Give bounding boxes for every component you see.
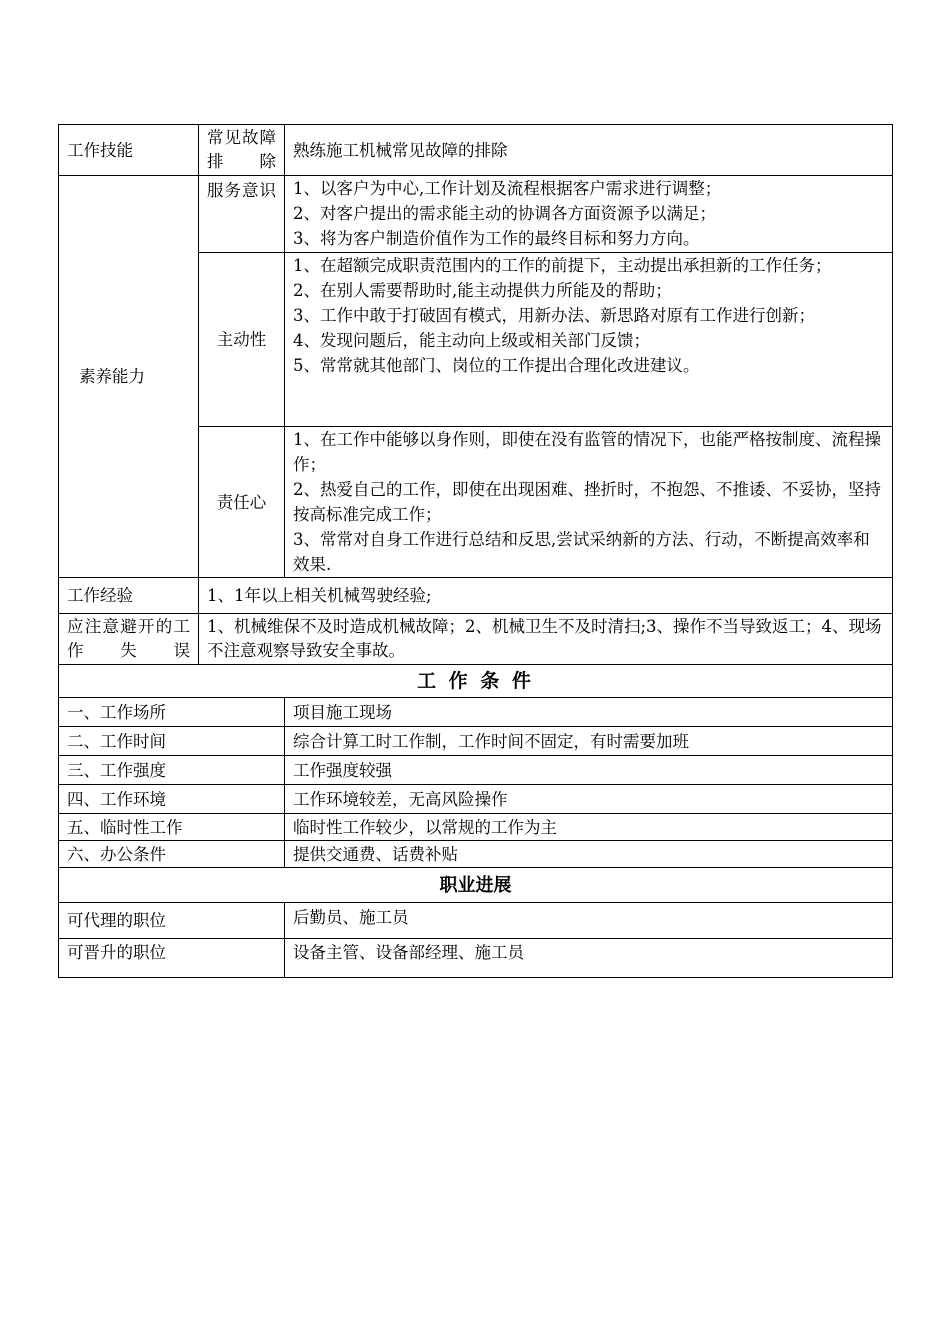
experience-content: 1、1年以上相关机械驾驶经验; [199, 578, 893, 614]
table-row [59, 756, 893, 785]
condition-value: 临时性工作较少，以常规的工作为主 [285, 814, 893, 841]
table-row [59, 727, 893, 756]
table-row [59, 903, 893, 939]
condition-value: 综合计算工时工作制，工作时间不固定，有时需要加班 [285, 727, 893, 756]
table-row [59, 841, 893, 868]
quality-label-initiative: 主动性 [199, 253, 285, 427]
skills-row [59, 125, 893, 176]
career-value: 后勤员、施工员 [285, 903, 893, 939]
experience-label: 工作经验 [59, 578, 199, 614]
qualities-label: 素养能力 [59, 176, 199, 578]
list-item: 5、常常就其他部门、岗位的工作提出合理化改进建议。 [293, 356, 700, 375]
table-row [59, 785, 893, 814]
career-title: 职业进展 [59, 868, 893, 903]
table-row [59, 698, 893, 727]
skills-label: 工作技能 [59, 125, 199, 176]
conditions-title: 工 作 条 件 [59, 665, 893, 698]
list-item: 2、热爱自己的工作，即使在出现困难、挫折时，不抱怨、不推诿、不妥协，坚持按高标准完成工作； [293, 480, 881, 524]
condition-label: 四、工作环境 [59, 785, 285, 814]
career-header-row [59, 868, 893, 903]
career-label: 可晋升的职位 [59, 939, 285, 978]
condition-value: 工作环境较差，无高风险操作 [285, 785, 893, 814]
mistakes-label: 应注意避开的工作失误 [59, 614, 199, 665]
list-item: 3、工作中敢于打破固有模式，用新办法、新思路对原有工作进行创新； [293, 306, 815, 325]
condition-value: 提供交通费、话费补贴 [285, 841, 893, 868]
skills-content: 熟练施工机械常见故障的排除 [285, 125, 893, 176]
table-row [59, 814, 893, 841]
list-item: 2、对客户提出的需求能主动的协调各方面资源予以满足； [293, 204, 716, 223]
condition-value: 工作强度较强 [285, 756, 893, 785]
condition-label: 三、工作强度 [59, 756, 285, 785]
condition-label: 二、工作时间 [59, 727, 285, 756]
mistakes-row [59, 614, 893, 665]
condition-value: 项目施工现场 [285, 698, 893, 727]
list-item: 3、将为客户制造价值作为工作的最终目标和努力方向。 [293, 229, 700, 248]
condition-label: 五、临时性工作 [59, 814, 285, 841]
condition-label: 一、工作场所 [59, 698, 285, 727]
conditions-header-row [59, 665, 893, 698]
career-value: 设备主管、设备部经理、施工员 [285, 939, 893, 978]
experience-row [59, 578, 893, 614]
career-label: 可代理的职位 [59, 903, 285, 939]
quality-items-initiative [285, 253, 893, 427]
job-description-table [58, 124, 893, 978]
list-item: 1、以客户为中心,工作计划及流程根据客户需求进行调整； [293, 179, 722, 198]
table-row [59, 939, 893, 978]
mistakes-content: 1、机械维保不及时造成机械故障；2、机械卫生不及时清扫;3、操作不当导致返工；4、现场不注意观察导致安全事故。 [199, 614, 893, 665]
list-item: 1、在工作中能够以身作则，即使在没有监管的情况下，也能严格按制度、流程操作； [293, 430, 881, 474]
list-item: 2、在别人需要帮助时,能主动提供力所能及的帮助； [293, 281, 672, 300]
quality-items-service [285, 176, 893, 253]
quality-items-responsibility [285, 427, 893, 578]
skills-sub-label: 常见故障排除 [199, 125, 285, 176]
list-item: 1、在超额完成职责范围内的工作的前提下，主动提出承担新的工作任务； [293, 256, 832, 275]
condition-label: 六、办公条件 [59, 841, 285, 868]
list-item: 4、发现问题后，能主动向上级或相关部门反馈； [293, 331, 650, 350]
quality-label-responsibility: 责任心 [199, 427, 285, 578]
quality-label-service: 服务意识 [199, 176, 285, 253]
quality-row-service [59, 176, 893, 253]
list-item: 3、常常对自身工作进行总结和反思,尝试采纳新的方法、行动，不断提高效率和效果. [293, 530, 870, 574]
